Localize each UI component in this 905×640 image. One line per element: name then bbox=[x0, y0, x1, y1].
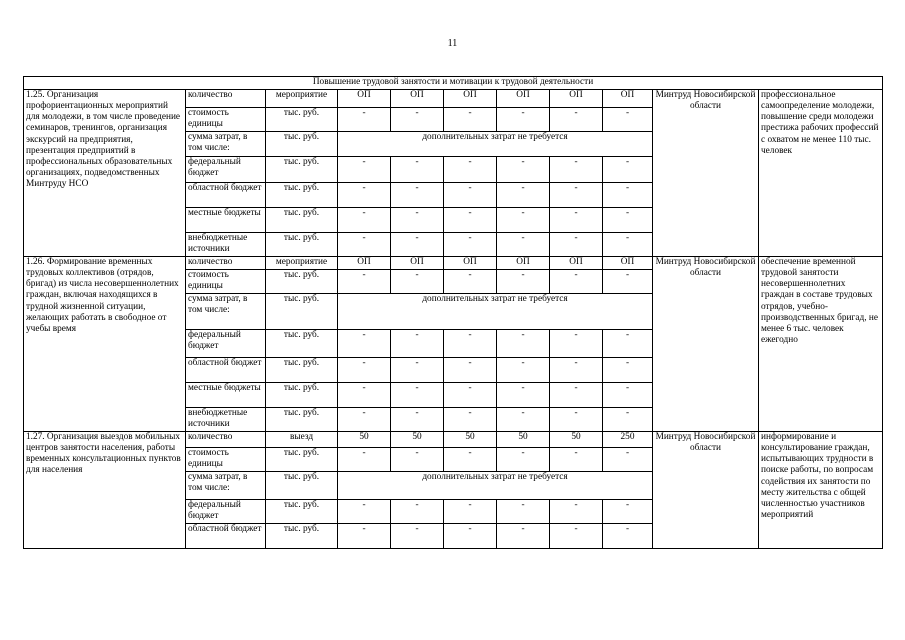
unit-cell: тыс. руб. bbox=[266, 330, 338, 358]
row-label-federal: федеральный бюджет bbox=[186, 157, 266, 183]
dash-value: - bbox=[338, 408, 391, 432]
quantity-value: ОП bbox=[391, 257, 444, 270]
row-label-unit_cost: стоимость единицы bbox=[186, 270, 266, 294]
no-costs-note: дополнительных затрат не требуется bbox=[338, 294, 653, 330]
dash-value: - bbox=[444, 183, 497, 208]
quantity-value: 50 bbox=[550, 432, 603, 448]
dash-value: - bbox=[550, 524, 603, 549]
quantity-value: 50 bbox=[338, 432, 391, 448]
dash-value: - bbox=[497, 330, 550, 358]
dash-value: - bbox=[497, 408, 550, 432]
dash-value: - bbox=[550, 270, 603, 294]
dash-value: - bbox=[338, 108, 391, 132]
unit-cell: тыс. руб. bbox=[266, 358, 338, 383]
unit-cell: тыс. руб. bbox=[266, 157, 338, 183]
unit-cell: мероприятие bbox=[266, 257, 338, 270]
quantity-value: 250 bbox=[603, 432, 653, 448]
dash-value: - bbox=[444, 408, 497, 432]
dash-value: - bbox=[338, 524, 391, 549]
row-label-regional: областной бюджет bbox=[186, 524, 266, 549]
unit-cell: тыс. руб. bbox=[266, 208, 338, 233]
dash-value: - bbox=[550, 358, 603, 383]
dash-value: - bbox=[550, 208, 603, 233]
quantity-value: ОП bbox=[391, 90, 444, 108]
dash-value: - bbox=[391, 500, 444, 524]
dash-value: - bbox=[444, 208, 497, 233]
expected-result: профессиональное самоопределение молодежи, повышение среди молодежи престижа рабочих профессий с охватом не менее 110 тыс. человек bbox=[759, 90, 883, 257]
quantity-value: ОП bbox=[497, 257, 550, 270]
item-description: 1.25. Организация профориентационных мероприятий для молодежи, в том числе проведение семинаров, тренингов, организация экскурсий на предприятия, презентация предприятий в профессиональных образовательных организациях, подведомственных Минтруду НСО bbox=[24, 90, 186, 257]
expected-result: информирование и консультирование граждан, испытывающих трудности в поиске работы, по вопросам содействия их занятости по месту жительства с общей численностью участников мероприятий bbox=[759, 432, 883, 549]
dash-value: - bbox=[497, 208, 550, 233]
row-label-total: сумма затрат, в том числе: bbox=[186, 294, 266, 330]
unit-cell: тыс. руб. bbox=[266, 132, 338, 157]
dash-value: - bbox=[603, 157, 653, 183]
dash-value: - bbox=[444, 524, 497, 549]
row-label-total: сумма затрат, в том числе: bbox=[186, 132, 266, 157]
quantity-value: ОП bbox=[444, 257, 497, 270]
dash-value: - bbox=[497, 157, 550, 183]
dash-value: - bbox=[444, 358, 497, 383]
unit-cell: тыс. руб. bbox=[266, 472, 338, 500]
executor: Минтруд Новосибирской области bbox=[653, 90, 759, 257]
dash-value: - bbox=[497, 500, 550, 524]
dash-value: - bbox=[444, 233, 497, 257]
dash-value: - bbox=[391, 448, 444, 472]
dash-value: - bbox=[550, 330, 603, 358]
dash-value: - bbox=[391, 183, 444, 208]
row-label-local: местные бюджеты bbox=[186, 208, 266, 233]
quantity-value: ОП bbox=[338, 90, 391, 108]
row-label-regional: областной бюджет bbox=[186, 358, 266, 383]
unit-cell: выезд bbox=[266, 432, 338, 448]
dash-value: - bbox=[444, 383, 497, 408]
dash-value: - bbox=[338, 233, 391, 257]
dash-value: - bbox=[444, 500, 497, 524]
row-label-unit_cost: стоимость единицы bbox=[186, 448, 266, 472]
dash-value: - bbox=[497, 183, 550, 208]
dash-value: - bbox=[550, 233, 603, 257]
dash-value: - bbox=[603, 330, 653, 358]
unit-cell: мероприятие bbox=[266, 90, 338, 108]
dash-value: - bbox=[603, 448, 653, 472]
row-label-quantity: количество bbox=[186, 432, 266, 448]
dash-value: - bbox=[603, 500, 653, 524]
row-label-regional: областной бюджет bbox=[186, 183, 266, 208]
dash-value: - bbox=[603, 270, 653, 294]
dash-value: - bbox=[444, 330, 497, 358]
dash-value: - bbox=[391, 108, 444, 132]
dash-value: - bbox=[391, 383, 444, 408]
executor: Минтруд Новосибирской области bbox=[653, 257, 759, 432]
quantity-value: ОП bbox=[550, 90, 603, 108]
table-row bbox=[24, 90, 883, 108]
item-description: 1.26. Формирование временных трудовых коллективов (отрядов, бригад) из числа несовершеннолетних граждан, включая находящихся в трудной жизненной ситуации, желающих работать в свободное от учебы время bbox=[24, 257, 186, 432]
unit-cell: тыс. руб. bbox=[266, 383, 338, 408]
dash-value: - bbox=[444, 270, 497, 294]
dash-value: - bbox=[391, 524, 444, 549]
dash-value: - bbox=[497, 270, 550, 294]
unit-cell: тыс. руб. bbox=[266, 233, 338, 257]
dash-value: - bbox=[338, 358, 391, 383]
row-label-federal: федеральный бюджет bbox=[186, 500, 266, 524]
expected-result: обеспечение временной трудовой занятости несовершеннолетних граждан в составе трудовых отрядов, учебно-производственных бригад, не менее 6 тыс. человек ежегодно bbox=[759, 257, 883, 432]
dash-value: - bbox=[603, 408, 653, 432]
dash-value: - bbox=[550, 108, 603, 132]
unit-cell: тыс. руб. bbox=[266, 524, 338, 549]
dash-value: - bbox=[391, 233, 444, 257]
unit-cell: тыс. руб. bbox=[266, 270, 338, 294]
unit-cell: тыс. руб. bbox=[266, 183, 338, 208]
row-label-unit_cost: стоимость единицы bbox=[186, 108, 266, 132]
dash-value: - bbox=[497, 448, 550, 472]
dash-value: - bbox=[338, 330, 391, 358]
dash-value: - bbox=[391, 408, 444, 432]
unit-cell: тыс. руб. bbox=[266, 408, 338, 432]
dash-value: - bbox=[444, 157, 497, 183]
unit-cell: тыс. руб. bbox=[266, 108, 338, 132]
unit-cell: тыс. руб. bbox=[266, 294, 338, 330]
page-number: 11 bbox=[447, 38, 458, 49]
dash-value: - bbox=[603, 233, 653, 257]
quantity-value: ОП bbox=[603, 257, 653, 270]
dash-value: - bbox=[497, 358, 550, 383]
dash-value: - bbox=[391, 358, 444, 383]
dash-value: - bbox=[497, 383, 550, 408]
section-title: Повышение трудовой занятости и мотивации к трудовой деятельности bbox=[24, 77, 883, 90]
dash-value: - bbox=[338, 500, 391, 524]
dash-value: - bbox=[550, 448, 603, 472]
no-costs-note: дополнительных затрат не требуется bbox=[338, 132, 653, 157]
dash-value: - bbox=[338, 383, 391, 408]
dash-value: - bbox=[550, 408, 603, 432]
table-row bbox=[24, 432, 883, 448]
dash-value: - bbox=[603, 183, 653, 208]
dash-value: - bbox=[603, 383, 653, 408]
section-header-row bbox=[24, 77, 883, 90]
unit-cell: тыс. руб. bbox=[266, 448, 338, 472]
dash-value: - bbox=[338, 270, 391, 294]
dash-value: - bbox=[391, 330, 444, 358]
item-description: 1.27. Организация выездов мобильных центров занятости населения, работы временных консультационных пунктов для населения bbox=[24, 432, 186, 549]
row-label-local: местные бюджеты bbox=[186, 383, 266, 408]
no-costs-note: дополнительных затрат не требуется bbox=[338, 472, 653, 500]
dash-value: - bbox=[444, 108, 497, 132]
unit-cell: тыс. руб. bbox=[266, 500, 338, 524]
quantity-value: ОП bbox=[444, 90, 497, 108]
quantity-value: ОП bbox=[603, 90, 653, 108]
dash-value: - bbox=[338, 448, 391, 472]
row-label-quantity: количество bbox=[186, 257, 266, 270]
program-table bbox=[23, 76, 883, 549]
row-label-federal: федеральный бюджет bbox=[186, 330, 266, 358]
dash-value: - bbox=[603, 108, 653, 132]
dash-value: - bbox=[603, 358, 653, 383]
dash-value: - bbox=[550, 383, 603, 408]
quantity-value: 50 bbox=[444, 432, 497, 448]
dash-value: - bbox=[550, 157, 603, 183]
dash-value: - bbox=[338, 157, 391, 183]
quantity-value: ОП bbox=[497, 90, 550, 108]
dash-value: - bbox=[550, 500, 603, 524]
quantity-value: ОП bbox=[338, 257, 391, 270]
dash-value: - bbox=[391, 208, 444, 233]
dash-value: - bbox=[338, 183, 391, 208]
dash-value: - bbox=[497, 524, 550, 549]
quantity-value: 50 bbox=[497, 432, 550, 448]
dash-value: - bbox=[497, 233, 550, 257]
dash-value: - bbox=[603, 208, 653, 233]
row-label-extra: внебюджетные источники bbox=[186, 233, 266, 257]
dash-value: - bbox=[497, 108, 550, 132]
dash-value: - bbox=[603, 524, 653, 549]
executor: Минтруд Новосибирской области bbox=[653, 432, 759, 549]
quantity-value: 50 bbox=[391, 432, 444, 448]
row-label-quantity: количество bbox=[186, 90, 266, 108]
table-row bbox=[24, 257, 883, 270]
dash-value: - bbox=[391, 270, 444, 294]
quantity-value: ОП bbox=[550, 257, 603, 270]
row-label-extra: внебюджетные источники bbox=[186, 408, 266, 432]
dash-value: - bbox=[444, 448, 497, 472]
dash-value: - bbox=[550, 183, 603, 208]
dash-value: - bbox=[391, 157, 444, 183]
row-label-total: сумма затрат, в том числе: bbox=[186, 472, 266, 500]
dash-value: - bbox=[338, 208, 391, 233]
